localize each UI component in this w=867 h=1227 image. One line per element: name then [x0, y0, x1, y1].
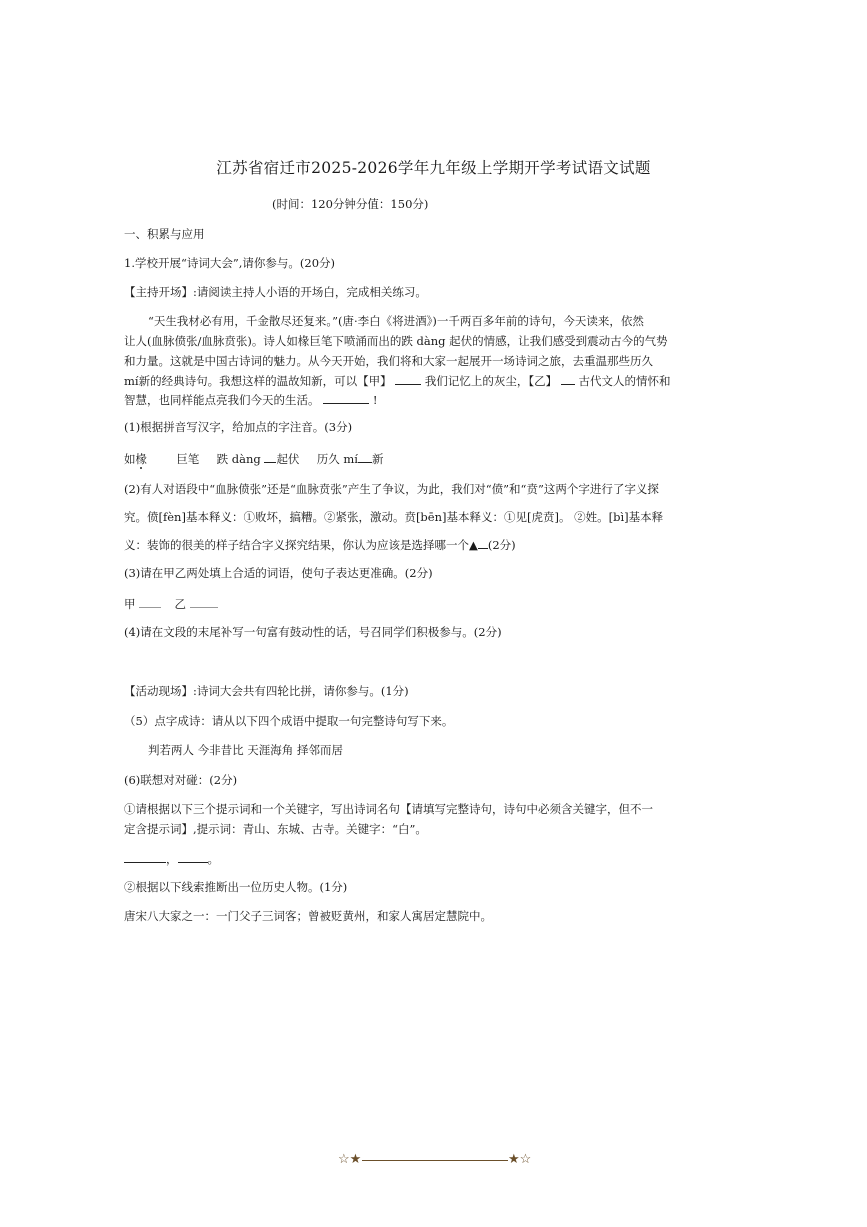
question-6-2-clue: 唐宋八大家之一：一门父子三词客；曾被贬黄州，和家人寓居定慧院中。 [124, 909, 492, 923]
question-1-2-line-1: (2)有人对语段中“血脉偾张”还是“血脉贲张”产生了争议，为此，我们对“偾”和“贲”这两个字进行了字义探 [124, 482, 659, 496]
item-lijiumi: 历久 mí [316, 452, 358, 466]
question-1-4: (4)请在文段的末尾补写一句富有鼓动性的话，号召同学们积极参与。(2分) [124, 625, 502, 639]
question-text: 义：装饰的很美的样子结合字义探究结果，你认为应该是选择哪一个▲ [124, 538, 478, 552]
passage-text: 我们记忆上的灰尘，【乙】 [424, 374, 558, 388]
question-1: 1.学校开展“诗词大会”,请你参与。(20分) [124, 256, 335, 270]
answer-blank[interactable] [178, 851, 208, 863]
item-xin: 新 [372, 452, 384, 466]
answer-blank[interactable] [190, 596, 218, 608]
question-6-1-line-2: 定含提示词】,提示词：青山、东城、古寺。关键字：“白”。 [124, 822, 427, 836]
question-6: (6)联想对对碰：(2分) [124, 773, 238, 787]
fill-label-yi: 乙 [174, 597, 186, 611]
answer-blank[interactable] [264, 451, 276, 463]
page-footer-ornament [338, 1152, 532, 1168]
passage-text: 古代文人的情怀和 [578, 374, 671, 388]
passage-line-1: “天生我材必有用，千金散尽还复来。”(唐·李白《将进酒》)一千两百多年前的诗句，今天读来，依然 [148, 314, 644, 328]
passage-line-4 [124, 373, 670, 388]
item-ru: 如 [124, 452, 136, 466]
question-1-3: (3)请在甲乙两处填上合适的词语，使句子表达更准确。(2分) [124, 566, 433, 580]
exam-time-score: (时间：120分钟分值：150分) [272, 197, 429, 211]
question-1-2-line-3 [124, 537, 516, 552]
item-jubi: 巨笔 [176, 452, 200, 466]
blank-yi[interactable] [561, 373, 575, 385]
passage-text: ! [372, 393, 378, 407]
dotted-char: 椽 [135, 452, 147, 466]
passage-text: 智慧，也同样能点亮我们今天的生活。 [124, 393, 320, 407]
section-heading: 一、积累与应用 [124, 227, 205, 241]
host-opening-heading: 【主持开场】:请阅读主持人小语的开场白，完成相关练习。 [124, 285, 427, 299]
question-1-1: (1)根据拼音写汉字，给加点的字注音。(3分) [124, 420, 353, 434]
passage-line-2: 让人(血脉偾张/血脉贲张)。诗人如椽巨笔下喷涌而出的跌 dàng 起伏的情感，让我们感受到震动古今的气势 [124, 334, 668, 348]
passage-text: mí新的经典诗句。我想这样的温故知新，可以【甲】 [124, 374, 392, 388]
question-1-1-items [124, 451, 384, 466]
footer-rule [362, 1160, 508, 1161]
blank-jia[interactable] [395, 373, 421, 385]
question-1-3-fill [124, 596, 218, 611]
comma: ， [166, 852, 178, 866]
question-6-1-fill [124, 851, 219, 866]
question-6-1-line-1: ①请根据以下三个提示词和一个关键字，写出诗词名句【请填写完整诗句，诗句中必须含关键字，但不一 [124, 802, 653, 816]
star-icon: ★☆ [508, 1152, 532, 1167]
period: 。 [207, 852, 219, 866]
answer-blank[interactable] [124, 851, 166, 863]
answer-blank[interactable] [478, 537, 488, 549]
answer-blank[interactable] [358, 451, 372, 463]
passage-line-3: 和力量。这就是中国古诗词的魅力。从今天开始，我们将和大家一起展开一场诗词之旅，去重温那些历久 [124, 354, 653, 368]
item-qifu: 起伏 [276, 452, 300, 466]
idiom-list: 判若两人 今非昔比 天涯海角 择邻而居 [148, 743, 343, 757]
star-icon: ☆★ [338, 1152, 362, 1167]
score-text: (2分) [487, 538, 516, 552]
item-diedang: 跌 dàng [216, 452, 261, 466]
fill-label-jia: 甲 [124, 597, 136, 611]
question-6-2: ②根据以下线索推断出一位历史人物。(1分) [124, 880, 348, 894]
passage-line-5 [124, 392, 377, 407]
activity-heading: 【活动现场】:诗词大会共有四轮比拼，请你参与。(1分) [124, 684, 409, 698]
page-title: 江苏省宿迁市2025-2026学年九年级上学期开学考试语文试题 [216, 159, 651, 177]
question-5: （5）点字成诗：请从以下四个成语中提取一句完整诗句写下来。 [124, 714, 454, 728]
question-1-2-line-2: 究。偾[fèn]基本释义：①败坏，搞糟。②紧张，激动。贲[bēn]基本释义：①见[虎贲]。 ②姓。[bì]基本释 [124, 510, 664, 524]
answer-blank[interactable] [139, 596, 161, 608]
closing-blank[interactable] [323, 392, 369, 404]
